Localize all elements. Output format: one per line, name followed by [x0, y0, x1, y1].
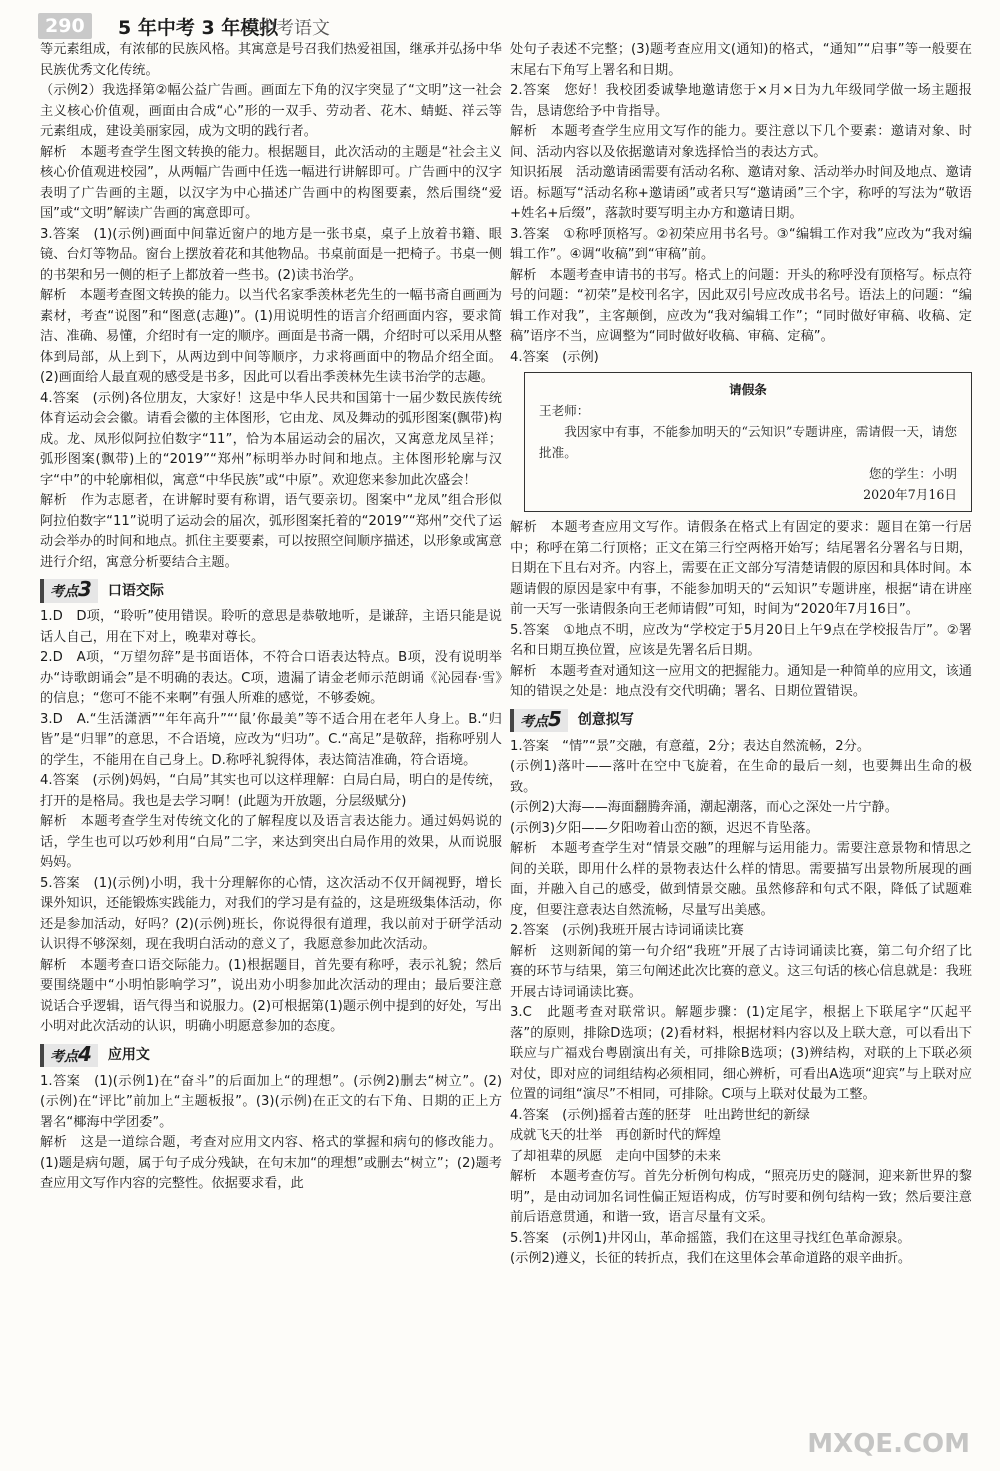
paragraph: 解析 本题考查对通知这一应用文的把握能力。通知是一种简单的应用文，该通知的错误之处是：地点没有交代明确；署名、日期位置错误。 — [510, 663, 972, 699]
book-title: 5 年中考 3 年模拟 — [118, 17, 279, 39]
paragraph: 处句子表述不完整；(3)题考查应用文(通知)的格式，“通知”“启事”等一般要在末尾右下角写上署名和日期。 — [510, 42, 972, 78]
paragraph: 5.答案 (1)(示例)小明，我十分理解你的心情，这次活动不仅开阔视野，增长课外知识，还能锻炼实践能力，对我们的学习是有益的，这是班级集体活动，你还是参加活动，好吗？(2)(示例)班长，你说得很有道理，我以前对于研学活动认识得不够深刻，现在我明白活动的意义了，我愿意参加此次活动。 — [40, 875, 502, 952]
paragraph: 等元素组成，有浓郁的民族风格。其寓意是号召我们热爱祖国，继承并弘扬中华民族优秀文化传统。 — [40, 42, 502, 78]
paragraph: 1.答案 (1)(示例1)在“奋斗”的后面加上“的理想”。(示例2)删去“树立”。(2)(示例)在“评比”前加上“主题板报”。(3)(示例)在正文的右下角、日期的正上方署名“椰海中学团委”。 — [40, 1073, 502, 1130]
paragraph: (示例2)大海——海面翻腾奔涌，潮起潮落，而心之深处一片宁静。 — [510, 800, 898, 815]
watermark: MXQE.COM — [807, 1429, 970, 1459]
paragraph: 3.答案 ①称呼顶格写。②初荣应用书名号。③“编辑工作对我”应改为“我对编辑工作”。④调“收稿”到“审稿”前。 — [510, 226, 972, 262]
leave-note-body: 我因家中有事，不能参加明天的“云知识”专题讲座，需请假一天，请您批准。 — [539, 424, 957, 460]
topic-badge: 考点5 — [510, 709, 568, 733]
paragraph: 1.答案 “情”“景”交融，有意蕴，2分；表达自然流畅，2分。 — [510, 738, 871, 754]
paragraph: (示例3)夕阳——夕阳吻着山峦的额，迟迟不肯坠落。 — [510, 820, 819, 836]
topic-title: 口语交际 — [107, 582, 164, 599]
paragraph: 解析 本题考查学生图文转换的能力。根据题目，此次活动的主题是“社会主义核心价值观进校园”，从两幅广告画中任选一幅进行讲解即可。广告画中的汉字表明了广告画的主题，以汉字为中心描述广告画中的构图要素，然后围绕“爱国”或“文明”解读广告画的寓意即可。 — [40, 144, 502, 221]
topic-3-header — [40, 579, 502, 603]
paragraph: 4.答案 (示例)妈妈，“白局”其实也可以这样理解：白局白局，明白的是传统，打开的是格局。我也是去学习啊！(此题为开放题，分层级赋分) — [40, 773, 502, 809]
paragraph: 解析 本题考查学生对传统文化的了解程度以及语言表达能力。通过妈妈说的话，学生也可以巧妙利用“白局”二字，来达到突出白局作用的效果，从而说服妈妈。 — [40, 814, 502, 870]
paragraph: 解析 这则新闻的第一句介绍“我班”开展了古诗词诵读比赛，第二句介绍了比赛的环节与结果，第三句阐述此次比赛的意义。这三句话的核心信息就是：我班开展古诗词诵读比赛。 — [510, 943, 972, 1000]
paragraph: 3.答案 (1)(示例)画面中间靠近窗户的地方是一张书桌，桌子上放着书籍、眼镜、台灯等物品。窗台上摆放着花和其他物品。书桌前面是一把椅子。书桌一侧的书架和另一侧的柜子上都放着一些书。(2)读书治学。 — [40, 226, 502, 283]
paragraph: 知识拓展 活动邀请函需要有活动名称、邀请对象、活动举办时间及地点、邀请语。标题写“活动名称+邀请函”或者只写“邀请函”三个字，称呼的写法为“敬语+姓名+后缀”，落款时要写明主办方和邀请日期。 — [510, 165, 972, 221]
paragraph: (示例2)遵义，长征的转折点，我们在这里体会革命道路的艰辛曲折。 — [510, 1251, 912, 1266]
paragraph: 4.答案 (示例)各位朋友，大家好！这是中华人民共和国第十一届少数民族传统体育运动会会徽。请看会徽的主体图形，它由龙、凤及舞动的弧形图案(飘带)构成。龙、凤形似阿拉伯数字“11”，恰为本届运动会的届次，又寓意龙凤呈祥；弧形图案(飘带)上的“2019”“郑州”标明举办时间和地点。主体图形轮廓与汉字“中”的中轮廓相似，寓意“中华民族”或“中原”。欢迎您来参加此次盛会！ — [40, 390, 502, 488]
leave-note-date: 2020年7月16日 — [863, 487, 957, 502]
left-column — [40, 40, 502, 1195]
paragraph: （示例2）我选择第②幅公益广告画。画面左下角的汉字突显了“文明”这一社会主义核心价值观，画面由合成“心”形的一双手、劳动者、花木、蜻蜓、祥云等元素组成，建设美丽家园，成为文明的践行者。 — [40, 83, 502, 139]
paragraph: 解析 本题考查仿写。首先分析例句构成，“照亮历史的隧洞，迎来新世界的黎明”，是由动词加名词性偏正短语构成，仿写时要和例句结构一致；然后要注意前后语意贯通，和谐一致，语言尽量有文采。 — [510, 1169, 972, 1225]
leave-note-signature: 您的学生：小明 — [868, 466, 957, 481]
paragraph: 了却祖辈的夙愿 走向中国梦的未来 — [510, 1148, 721, 1164]
paragraph: 2.答案 您好！我校团委诚挚地邀请您于×月×日为九年级同学做一场主题报告，恳请您给予中肯指导。 — [510, 83, 972, 119]
paragraph: 成就飞天的壮举 再创新时代的辉煌 — [510, 1128, 721, 1143]
paragraph: 5.答案 (示例1)井冈山，革命摇篮，我们在这里寻找红色革命源泉。 — [510, 1230, 911, 1246]
leave-note-salutation: 王老师： — [539, 403, 590, 418]
right-column — [510, 40, 972, 1270]
paragraph: 4.答案 (示例) — [510, 349, 599, 365]
paragraph: 3.D A.“生活潇洒”“年年高升”“‘鼠’你最美”等不适合用在老年人身上。B.“归皆”是“归罪”的意思，不合语境，应改为“归功”。C.“高足”是敬辞，指称呼别人的学生，不能用在自己身上。D.称呼礼貌得体，表达简洁准确，符合语境。 — [40, 711, 502, 768]
paragraph: 解析 本题考查学生应用文写作的能力。要注意以下几个要素：邀请对象、时间、活动内容以及依据邀请对象选择恰当的表达方式。 — [510, 124, 972, 160]
paragraph: 4.答案 (示例)摇着古莲的胚芽 吐出跨世纪的新绿 — [510, 1107, 810, 1123]
book-subtitle: 中考语文 — [258, 18, 330, 39]
paragraph: 解析 本题考查申请书的书写。格式上的问题：开头的称呼没有顶格写。标点符号的问题：“初荣”是校刊名字，因此双引号应改成书名号。语法上的问题：“编辑工作对我”，主客颠倒，应改为“我对编辑工作”；“同时做好审稿、收稿、定稿”语序不当，应调整为“同时做好收稿、审稿、定稿”。 — [510, 267, 972, 344]
paragraph: 1.D D项，“聆听”使用错误。聆听的意思是恭敬地听，是谦辞，主语只能是说话人自己，用在下对上，晚辈对尊长。 — [40, 609, 502, 645]
paragraph: (示例1)落叶——落叶在空中飞旋着，在生命的最后一刻，也要舞出生命的极致。 — [510, 759, 972, 795]
topic-5-header — [510, 706, 972, 733]
page-number: 290 — [38, 13, 92, 39]
paragraph: 解析 本题考查口语交际能力。(1)根据题目，首先要有称呼，表示礼貌；然后要围绕题中“小明怕影响学习”，说出劝小明参加此次活动的理由；最后要注意说话合乎逻辑，语气得当和说服力。(2)可根据第(1)题示例中提到的好处，写出小明对此次活动的认识，明确小明愿意参加的态度。 — [40, 957, 502, 1034]
paragraph: 3.C 此题考查对联常识。解题步骤：(1)定尾字，根据上下联尾字“仄起平落”的原则，排除D选项；(2)看材料，根据材料内容以及上联大意，可以看出下联应与广福戏台粤剧演出有关，可排除B选项；(3)辨结构，对联的上下联必须对仗，即对应的词组结构必须相同，细心辨析，可看出A选项“迎宾”与上联对应位置的词组“演尽”不相同，可排除。C项与上联对仗最为工整。 — [510, 1005, 972, 1102]
paragraph: 解析 本题考查图文转换的能力。以当代名家季羡林老先生的一幅书斋自画画为素材，考查“说图”和“图意(志趣)”。(1)用说明性的语言介绍画面内容，要求简洁、准确、易懂，介绍时有一定的顺序。画面是书斋一隅，介绍时可以采用从整体到局部，从上到下，从两边到中间等顺序，力求将画面中的物品介绍全面。(2)画面给人最直观的感受是书多，因此可以看出季羡林先生读书治学的志趣。 — [40, 288, 502, 385]
paragraph: 5.答案 ①地点不明，应改为“学校定于5月20日上午9点在学校报告厅”。②署名和日期互换位置，应该是先署名后日期。 — [510, 622, 972, 658]
topic-4-header — [40, 1041, 502, 1068]
paragraph: 解析 作为志愿者，在讲解时要有称谓，语气要亲切。图案中“龙凤”组合形似阿拉伯数字“11”说明了运动会的届次，弧形图案托着的“2019”“郑州”交代了运动会举办的时间和地点。抓住主要要素，可以按照空间顺序描述，以形象或寓意进行介绍，寓意分析要结合主题。 — [40, 493, 502, 570]
paragraph: 2.答案 (示例)我班开展古诗词诵读比赛 — [510, 923, 744, 938]
paragraph: 解析 本题考查学生对“情景交融”的理解与运用能力。需要注意景物和情思之间的关联，即用什么样的景物表达什么样的情思。需要描写出景物所展现的画面，并融入自己的感受，做到情景交融。虽然修辞和句式不限，降低了试题难度，但要注意表达自然流畅，尽量写出美感。 — [510, 841, 972, 918]
paragraph: 解析 本题考查应用文写作。请假条在格式上有固定的要求：题目在第一行居中；称呼在第二行顶格；正文在第三行空两格开始写；结尾署名分署名与日期，日期在下且右对齐。内容上，需要在正文部分写清楚请假的原因和具体时间。本题请假的原因是家中有事，不能参加明天的“云知识”专题讲座，根据“请在讲座前一天写一张请假条向王老师请假”可知，时间为“2020年7月16日”。 — [510, 520, 972, 617]
topic-title: 创意拟写 — [577, 712, 634, 729]
leave-note-title: 请假条 — [729, 382, 767, 397]
topic-badge: 考点4 — [40, 1044, 98, 1068]
paragraph: 2.D A项，“万望勿辞”是书面语体，不符合口语表达特点。B项，没有说明举办“诗歌朗诵会”是不明确的表达。C项，遗漏了请金老师示范朗诵《沁园春·雪》的信息；“您可不能不来啊”有强人所难的感觉，不够委婉。 — [40, 650, 502, 706]
paragraph: 解析 这是一道综合题，考查对应用文内容、格式的掌握和病句的修改能力。(1)题是病句题，属于句子成分残缺，在句末加“的理想”或删去“树立”；(2)题考查应用文写作内容的完整性。依据要求看，此 — [40, 1135, 502, 1191]
topic-badge: 考点3 — [40, 579, 98, 603]
leave-note-box — [524, 372, 972, 512]
topic-title: 应用文 — [107, 1047, 150, 1064]
